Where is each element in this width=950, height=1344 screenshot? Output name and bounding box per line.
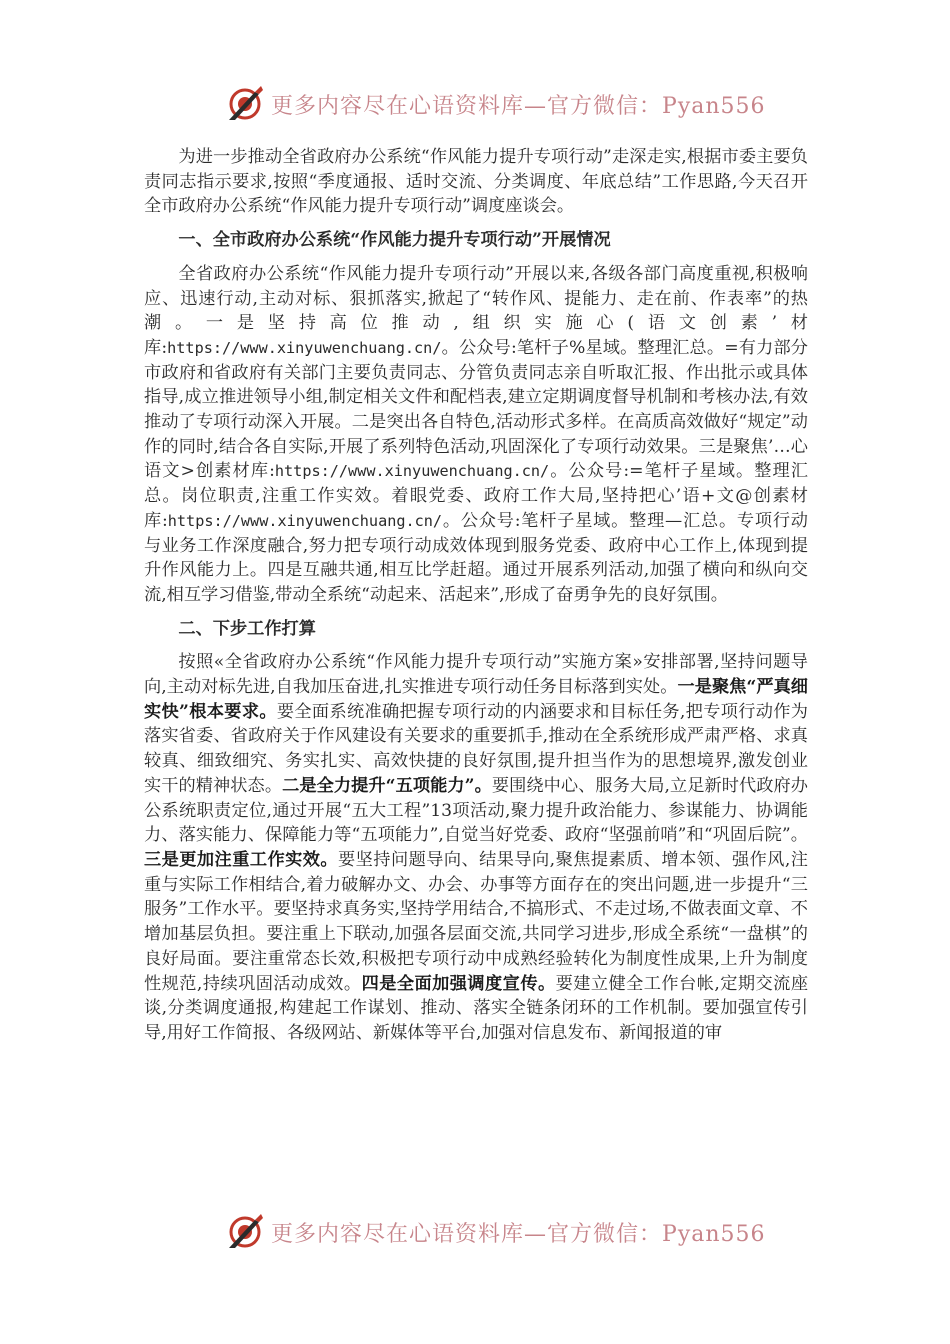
pen-logo-icon [225,84,265,124]
intro-paragraph: 为进一步推动全省政府办公系统“作风能力提升专项行动”走深走实,根据市委主要负责同志指示要求,按照“季度通报、适时交流、分类调度、年底总结”工作思路,今天召开全市政府办公系统“作风能力提升专项行动”调度座谈会。 [144,147,808,217]
source-url: https://www.xinyuwenchuang.cn/ [274,462,550,481]
source-url: https://www.xinyuwenchuang.cn/ [167,338,442,357]
point-1-title: 一是聚焦“严真细实快”根本要求。 [144,677,808,722]
section-1-paragraph: 全省政府办公系统“作风能力提升专项行动”开展以来,各级各部门高度重视,积极响应、迅速行动,主动对标、狠抓落实,掀起了“转作风、提能力、走在前、作表率”的热潮。一是坚持高位推动,组织实施心(语文创素’材库:https://www.xinyuwenchuang.cn/。公众号:笔杆子%星域。整理汇总。=有力部分市政府和省政府有关部门主要负责同志、分管负责同志亲自听取汇报、作出批示或具体指导,成立推进领导小组,制定相关文件和配档表,建立定期调度督导机制和考核办法,有效推动了专项行动深入开展。二是突出各自特色,活动形式多样。在高质高效做好“规定”动作的同时,结合各自实际,开展了系列特色活动,巩固深化了专项行动效果。三是聚焦’…心语文>创素材库:https://www.xinyuwenchuang.cn/。公众号:=笔杆子星域。整理汇总。岗位职责,注重工作实效。着眼党委、政府工作大局,坚持把心’语+文@创素材库:https://www.xinyuwenchuang.cn/。公众号:笔杆子星域。整理—汇总。专项行动与业务工作深度融合,努力把专项行动成效体现到服务党委、政府中心工作上,体现到提升作风能力上。四是互融共通,相互比学赶超。通过开展系列活动,加强了横向和纵向交流,相互学习借鉴,带动全系统“动起来、活起来”,形成了奋勇争先的良好氛围。 [144,263,808,605]
point-3-title: 三是更加注重工作实效。 [144,849,339,870]
section-2-paragraph: 按照«全省政府办公系统“作风能力提升专项行动”实施方案»安排部署,坚持问题导向,主动对标先进,自我加压奋进,扎实推进专项行动任务目标落到实处。一是聚焦“严真细实快”根本要求。要全面系统准确把握专项行动的内涵要求和目标任务,把专项行动作为落实省委、省政府关于作风建设有关要求的重要抓手,推动在全系统形成严肃严格、求真较真、细致细究、务实扎实、高效快捷的良好氛围,提升担当作为的思想境界,激发创业实干的精神状态。二是全力提升“五项能力”。要围绕中心、服务大局,立足新时代政府办公系统职责定位,通过开展“五大工程”13项活动,聚力提升政治能力、参谋能力、协调能力、落实能力、保障能力等“五项能力”,自觉当好党委、政府“坚强前哨”和“巩固后院”。三是更加注重工作实效。要坚持问题导向、结果导向,聚焦提素质、增本领、强作风,注重与实际工作相结合,着力破解办文、办会、办事等方面存在的突出问题,进一步提升“三服务”工作水平。要坚持求真务实,坚持学用结合,不搞形式、不走过场,不做表面文章、不增加基层负担。要注重上下联动,加强各层面交流,共同学习进步,形成全系统“一盘棋”的良好局面。要注重常态长效,积极把专项行动中成熟经验转化为制度性成果,上升为制度性规范,持续巩固活动成效。四是全面加强调度宣传。要建立健全工作台帐,定期交流座谈,分类调度通报,构建起工作谋划、推动、落实全链条闭环的工作机制。要加强宣传引导,用好工作简报、各级网站、新媒体等平台,加强对信息发布、新闻报道的审 [144,652,809,1043]
document-body [144,145,808,1046]
header-watermark-banner [225,84,766,124]
section-1-heading: 一、全市政府办公系统“作风能力提升专项行动”开展情况 [178,230,611,251]
footer-watermark-banner [225,1212,766,1252]
banner-text: 更多内容尽在心语资料库—官方微信：Pyan556 [271,1221,766,1247]
banner-wechat-id: Pyan556 [662,93,766,119]
banner-wechat-id: Pyan556 [662,1221,766,1247]
pen-logo-icon [225,1212,265,1252]
point-4-title: 四是全面加强调度宣传。 [361,973,556,994]
source-url: https://www.xinyuwenchuang.cn/ [167,511,443,530]
banner-text: 更多内容尽在心语资料库—官方微信：Pyan556 [271,93,766,119]
section-2-heading: 二、下步工作打算 [178,618,316,639]
point-2-title: 二是全力提升“五项能力”。 [282,775,492,796]
